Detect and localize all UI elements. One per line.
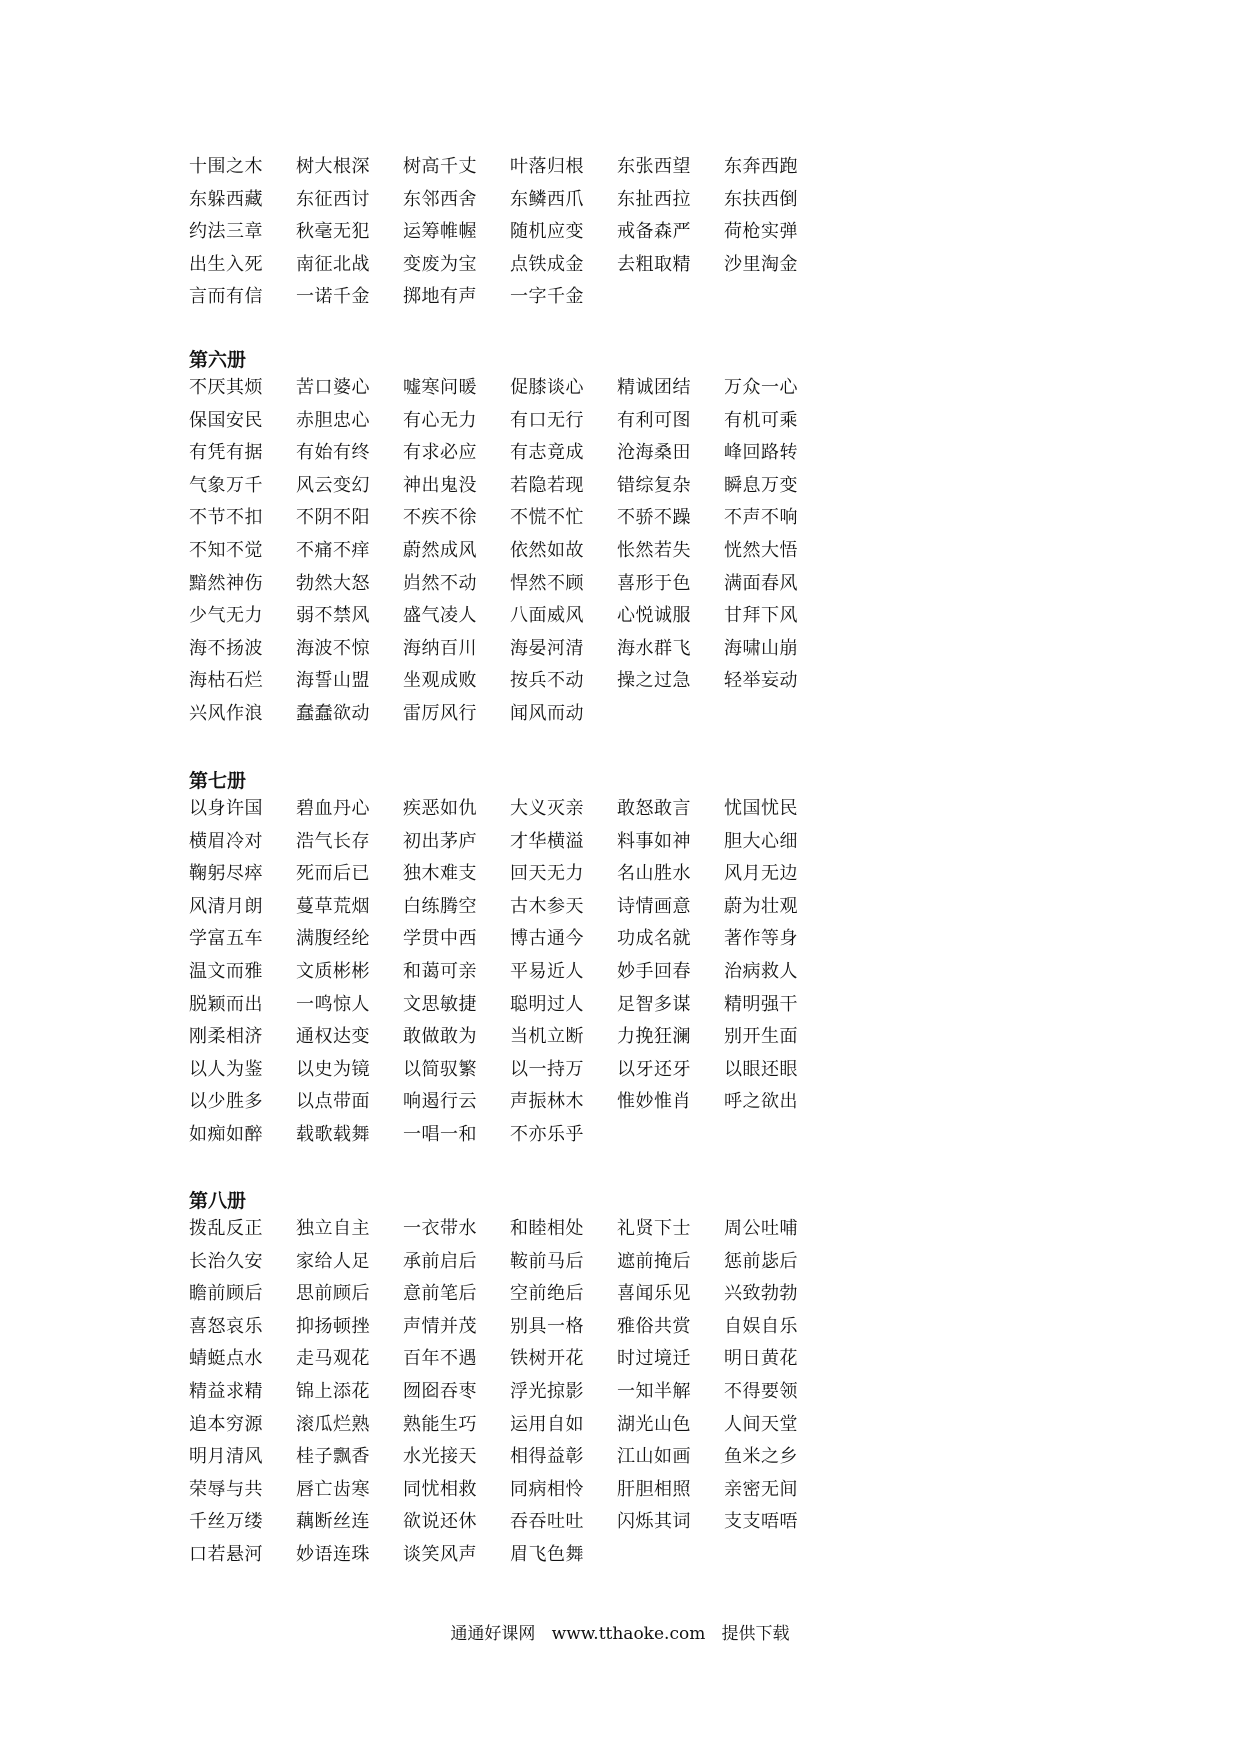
idiom-cell: 依然如故	[510, 539, 584, 561]
idiom-cell: 刚柔相济	[189, 1026, 263, 1048]
idiom-cell: 忧国忧民	[724, 798, 798, 819]
idiom-cell: 不痛不痒	[296, 539, 370, 561]
idiom-cell: 功成名就	[617, 928, 691, 950]
idiom-cell: 万众一心	[724, 377, 798, 398]
idiom-cell: 海波不惊	[296, 637, 370, 659]
idiom-cell: 以史为镜	[296, 1058, 370, 1080]
idiom-cell: 蔚然成风	[403, 539, 477, 561]
idiom-cell: 不得要领	[724, 1380, 798, 1402]
idiom-cell: 礼贤下士	[617, 1218, 691, 1239]
idiom-cell: 有凭有据	[189, 442, 263, 464]
idiom-cell: 以人为鉴	[189, 1058, 263, 1080]
idiom-cell: 错综复杂	[617, 474, 691, 496]
idiom-cell: 独立自主	[296, 1218, 370, 1239]
idiom-cell: 妙手回春	[617, 960, 691, 982]
idiom-cell: 江山如画	[617, 1446, 691, 1468]
idiom-cell: 眉飞色舞	[510, 1543, 584, 1565]
idiom-cell: 精明强干	[724, 993, 798, 1015]
idiom-cell: 坐观成败	[403, 670, 477, 692]
idiom-cell: 文思敏捷	[403, 993, 477, 1015]
idiom-cell: 惩前毖后	[724, 1250, 798, 1272]
idiom-cell: 精诚团结	[617, 377, 691, 398]
idiom-cell: 碧血丹心	[296, 798, 370, 819]
idiom-cell: 风月无边	[724, 863, 798, 885]
idiom-cell: 岿然不动	[403, 572, 477, 594]
idiom-cell: 瞻前顾后	[189, 1283, 263, 1305]
idiom-cell: 空前绝后	[510, 1283, 584, 1305]
idiom-cell: 以身许国	[189, 798, 263, 819]
idiom-cell: 人间天堂	[724, 1413, 798, 1435]
idiom-cell: 拨乱反正	[189, 1218, 263, 1239]
idiom-cell: 自娱自乐	[724, 1315, 798, 1337]
idiom-cell: 促膝谈心	[510, 377, 584, 398]
idiom-cell: 鱼米之乡	[724, 1446, 798, 1468]
footer-site-name: 通通好课网	[450, 1624, 536, 1644]
idiom-cell: 追本穷源	[189, 1413, 263, 1435]
idiom-cell: 响遏行云	[403, 1091, 477, 1113]
idiom-cell: 力挽狂澜	[617, 1026, 691, 1048]
idiom-cell: 海纳百川	[403, 637, 477, 659]
idiom-cell: 有志竟成	[510, 442, 584, 464]
idiom-cell: 不骄不躁	[617, 507, 691, 529]
idiom-cell: 和睦相处	[510, 1218, 584, 1239]
idiom-cell: 兴致勃勃	[724, 1283, 798, 1305]
idiom-cell: 有机可乘	[724, 409, 798, 431]
idiom-cell: 海誓山盟	[296, 670, 370, 692]
idiom-cell: 疾恶如仇	[403, 798, 477, 819]
idiom-cell: 满面春风	[724, 572, 798, 594]
idiom-cell: 风清月朗	[189, 895, 263, 917]
idiom-cell: 有始有终	[296, 442, 370, 464]
idiom-cell: 雷厉风行	[403, 702, 477, 724]
idiom-cell: 喜闻乐见	[617, 1283, 691, 1305]
idiom-cell: 著作等身	[724, 928, 798, 950]
idiom-cell: 百年不遇	[403, 1348, 477, 1370]
idiom-cell: 承前启后	[403, 1250, 477, 1272]
idiom-cell: 神出鬼没	[403, 474, 477, 496]
idiom-cell: 别开生面	[724, 1026, 798, 1048]
footer-url: www.tthaoke.com	[551, 1624, 706, 1644]
idiom-grid	[189, 793, 829, 1152]
idiom-cell: 以少胜多	[189, 1091, 263, 1113]
idiom-cell: 独木难支	[403, 863, 477, 885]
idiom-cell: 荷枪实弹	[724, 221, 798, 243]
idiom-cell: 荣辱与共	[189, 1478, 263, 1500]
idiom-cell: 平易近人	[510, 960, 584, 982]
idiom-cell: 盛气凌人	[403, 605, 477, 627]
idiom-cell: 白练腾空	[403, 895, 477, 917]
idiom-cell: 敢怒敢言	[617, 798, 691, 819]
idiom-cell: 不知不觉	[189, 539, 263, 561]
idiom-cell: 囫囵吞枣	[403, 1380, 477, 1402]
idiom-cell: 思前顾后	[296, 1283, 370, 1305]
idiom-section-book-8	[189, 1190, 829, 1572]
idiom-cell: 苦口婆心	[296, 377, 370, 398]
idiom-cell: 嘘寒问暖	[403, 377, 477, 398]
idiom-cell: 有求必应	[403, 442, 477, 464]
idiom-cell: 赤胆忠心	[296, 409, 370, 431]
idiom-cell: 恍然大悟	[724, 539, 798, 561]
idiom-cell: 兴风作浪	[189, 702, 263, 724]
idiom-cell: 学富五车	[189, 928, 263, 950]
idiom-cell: 东躲西藏	[189, 188, 263, 210]
idiom-cell: 东邻西舍	[403, 188, 477, 210]
section-heading: 第六册	[189, 349, 247, 371]
idiom-cell: 一知半解	[617, 1380, 691, 1402]
idiom-cell: 谈笑风声	[403, 1543, 477, 1565]
idiom-cell: 风云变幻	[296, 474, 370, 496]
idiom-grid	[189, 372, 829, 731]
idiom-cell: 初出茅庐	[403, 830, 477, 852]
idiom-cell: 通权达变	[296, 1026, 370, 1048]
idiom-cell: 水光接天	[403, 1446, 477, 1468]
idiom-cell: 点铁成金	[510, 253, 584, 275]
idiom-cell: 学贯中西	[403, 928, 477, 950]
idiom-cell: 保国安民	[189, 409, 263, 431]
idiom-cell: 东鳞西爪	[510, 188, 584, 210]
idiom-cell: 变废为宝	[403, 253, 477, 275]
idiom-cell: 有利可图	[617, 409, 691, 431]
idiom-cell: 不厌其烦	[189, 377, 263, 398]
idiom-cell: 操之过急	[617, 670, 691, 692]
idiom-cell: 戒备森严	[617, 221, 691, 243]
idiom-cell: 言而有信	[189, 286, 263, 308]
idiom-cell: 东奔西跑	[724, 156, 798, 177]
idiom-cell: 叶落归根	[510, 156, 584, 177]
idiom-cell: 海晏河清	[510, 637, 584, 659]
idiom-cell: 欲说还休	[403, 1511, 477, 1533]
section-heading: 第八册	[189, 1190, 247, 1212]
idiom-cell: 诗情画意	[617, 895, 691, 917]
idiom-cell: 惟妙惟肖	[617, 1091, 691, 1113]
idiom-cell: 古木参天	[510, 895, 584, 917]
idiom-grid	[189, 151, 829, 314]
idiom-cell: 周公吐哺	[724, 1218, 798, 1239]
idiom-cell: 若隐若现	[510, 474, 584, 496]
idiom-cell: 甘拜下风	[724, 605, 798, 627]
idiom-cell: 博古通今	[510, 928, 584, 950]
idiom-cell: 蜻蜓点水	[189, 1348, 263, 1370]
idiom-cell: 海不扬波	[189, 637, 263, 659]
idiom-cell: 蔚为壮观	[724, 895, 798, 917]
idiom-cell: 运用自如	[510, 1413, 584, 1435]
idiom-cell: 气象万千	[189, 474, 263, 496]
idiom-cell: 料事如神	[617, 830, 691, 852]
idiom-cell: 闻风而动	[510, 702, 584, 724]
idiom-cell: 熟能生巧	[403, 1413, 477, 1435]
idiom-cell: 温文而雅	[189, 960, 263, 982]
idiom-cell: 铁树开花	[510, 1348, 584, 1370]
idiom-cell: 不慌不忙	[510, 507, 584, 529]
idiom-cell: 有口无行	[510, 409, 584, 431]
idiom-cell: 黯然神伤	[189, 572, 263, 594]
idiom-cell: 蠢蠢欲动	[296, 702, 370, 724]
idiom-cell: 别具一格	[510, 1315, 584, 1337]
idiom-section-continued	[189, 151, 829, 314]
idiom-cell: 支支唔唔	[724, 1511, 798, 1533]
idiom-cell: 相得益彰	[510, 1446, 584, 1468]
idiom-cell: 和蔼可亲	[403, 960, 477, 982]
idiom-cell: 峰回路转	[724, 442, 798, 464]
idiom-cell: 少气无力	[189, 605, 263, 627]
idiom-cell: 以牙还牙	[617, 1058, 691, 1080]
idiom-cell: 按兵不动	[510, 670, 584, 692]
idiom-cell: 树大根深	[296, 156, 370, 177]
idiom-cell: 蔓草荒烟	[296, 895, 370, 917]
idiom-cell: 明月清风	[189, 1446, 263, 1468]
idiom-cell: 浩气长存	[296, 830, 370, 852]
idiom-cell: 当机立断	[510, 1026, 584, 1048]
idiom-cell: 长治久安	[189, 1250, 263, 1272]
idiom-cell: 足智多谋	[617, 993, 691, 1015]
idiom-cell: 口若悬河	[189, 1543, 263, 1565]
idiom-cell: 不疾不徐	[403, 507, 477, 529]
idiom-cell: 不声不响	[724, 507, 798, 529]
idiom-cell: 浮光掠影	[510, 1380, 584, 1402]
idiom-cell: 南征北战	[296, 253, 370, 275]
idiom-cell: 文质彬彬	[296, 960, 370, 982]
idiom-cell: 不亦乐乎	[510, 1123, 584, 1145]
idiom-cell: 滚瓜烂熟	[296, 1413, 370, 1435]
idiom-cell: 勃然大怒	[296, 572, 370, 594]
idiom-cell: 脱颖而出	[189, 993, 263, 1015]
idiom-cell: 一诺千金	[296, 286, 370, 308]
idiom-cell: 声情并茂	[403, 1315, 477, 1337]
idiom-cell: 锦上添花	[296, 1380, 370, 1402]
idiom-cell: 吞吞吐吐	[510, 1511, 584, 1533]
idiom-cell: 名山胜水	[617, 863, 691, 885]
idiom-cell: 随机应变	[510, 221, 584, 243]
idiom-cell: 满腹经纶	[296, 928, 370, 950]
idiom-cell: 唇亡齿寒	[296, 1478, 370, 1500]
idiom-cell: 抑扬顿挫	[296, 1315, 370, 1337]
idiom-cell: 大义灭亲	[510, 798, 584, 819]
idiom-cell: 雅俗共赏	[617, 1315, 691, 1337]
idiom-cell: 海啸山崩	[724, 637, 798, 659]
idiom-section-book-7	[189, 770, 829, 1152]
idiom-cell: 精益求精	[189, 1380, 263, 1402]
idiom-cell: 同病相怜	[510, 1478, 584, 1500]
idiom-cell: 瞬息万变	[724, 474, 798, 496]
idiom-cell: 一字千金	[510, 286, 584, 308]
idiom-cell: 沧海桑田	[617, 442, 691, 464]
idiom-cell: 时过境迁	[617, 1348, 691, 1370]
idiom-cell: 明日黄花	[724, 1348, 798, 1370]
idiom-cell: 以简驭繁	[403, 1058, 477, 1080]
page-footer	[0, 1620, 1240, 1648]
idiom-cell: 同忧相救	[403, 1478, 477, 1500]
idiom-cell: 肝胆相照	[617, 1478, 691, 1500]
idiom-cell: 秋毫无犯	[296, 221, 370, 243]
idiom-cell: 以眼还眼	[724, 1058, 798, 1080]
idiom-cell: 怅然若失	[617, 539, 691, 561]
idiom-cell: 弱不禁风	[296, 605, 370, 627]
idiom-cell: 治病救人	[724, 960, 798, 982]
idiom-grid	[189, 1213, 829, 1572]
idiom-cell: 沙里淘金	[724, 253, 798, 275]
idiom-cell: 树高千丈	[403, 156, 477, 177]
idiom-cell: 掷地有声	[403, 286, 477, 308]
idiom-cell: 胆大心细	[724, 830, 798, 852]
idiom-cell: 去粗取精	[617, 253, 691, 275]
idiom-cell: 闪烁其词	[617, 1511, 691, 1533]
idiom-cell: 轻举妄动	[724, 670, 798, 692]
idiom-cell: 遮前掩后	[617, 1250, 691, 1272]
idiom-cell: 亲密无间	[724, 1478, 798, 1500]
idiom-cell: 东征西讨	[296, 188, 370, 210]
idiom-cell: 喜怒哀乐	[189, 1315, 263, 1337]
idiom-cell: 东扯西拉	[617, 188, 691, 210]
idiom-cell: 家给人足	[296, 1250, 370, 1272]
idiom-cell: 约法三章	[189, 221, 263, 243]
idiom-cell: 有心无力	[403, 409, 477, 431]
idiom-cell: 一唱一和	[403, 1123, 477, 1145]
idiom-cell: 不阴不阳	[296, 507, 370, 529]
idiom-cell: 回天无力	[510, 863, 584, 885]
idiom-cell: 呼之欲出	[724, 1091, 798, 1113]
idiom-cell: 聪明过人	[510, 993, 584, 1015]
idiom-cell: 载歌载舞	[296, 1123, 370, 1145]
idiom-section-book-6	[189, 349, 829, 731]
idiom-cell: 心悦诚服	[617, 605, 691, 627]
section-heading: 第七册	[189, 770, 247, 792]
idiom-cell: 悍然不顾	[510, 572, 584, 594]
idiom-cell: 鞠躬尽瘁	[189, 863, 263, 885]
idiom-cell: 千丝万缕	[189, 1511, 263, 1533]
idiom-cell: 十围之木	[189, 156, 263, 177]
idiom-cell: 一衣带水	[403, 1218, 477, 1239]
idiom-cell: 东张西望	[617, 156, 691, 177]
idiom-cell: 不节不扣	[189, 507, 263, 529]
idiom-cell: 海枯石烂	[189, 670, 263, 692]
footer-suffix: 提供下载	[721, 1624, 790, 1644]
idiom-cell: 走马观花	[296, 1348, 370, 1370]
idiom-cell: 声振林木	[510, 1091, 584, 1113]
idiom-cell: 湖光山色	[617, 1413, 691, 1435]
idiom-cell: 鞍前马后	[510, 1250, 584, 1272]
idiom-cell: 喜形于色	[617, 572, 691, 594]
idiom-cell: 海水群飞	[617, 637, 691, 659]
idiom-cell: 以一持万	[510, 1058, 584, 1080]
idiom-cell: 桂子飘香	[296, 1446, 370, 1468]
idiom-cell: 妙语连珠	[296, 1543, 370, 1565]
idiom-cell: 以点带面	[296, 1091, 370, 1113]
idiom-cell: 八面威风	[510, 605, 584, 627]
idiom-cell: 死而后已	[296, 863, 370, 885]
idiom-cell: 意前笔后	[403, 1283, 477, 1305]
idiom-cell: 一鸣惊人	[296, 993, 370, 1015]
idiom-cell: 敢做敢为	[403, 1026, 477, 1048]
idiom-cell: 东扶西倒	[724, 188, 798, 210]
idiom-cell: 运筹帷幄	[403, 221, 477, 243]
idiom-cell: 如痴如醉	[189, 1123, 263, 1145]
idiom-cell: 出生入死	[189, 253, 263, 275]
idiom-cell: 藕断丝连	[296, 1511, 370, 1533]
idiom-cell: 才华横溢	[510, 830, 584, 852]
idiom-cell: 横眉冷对	[189, 830, 263, 852]
